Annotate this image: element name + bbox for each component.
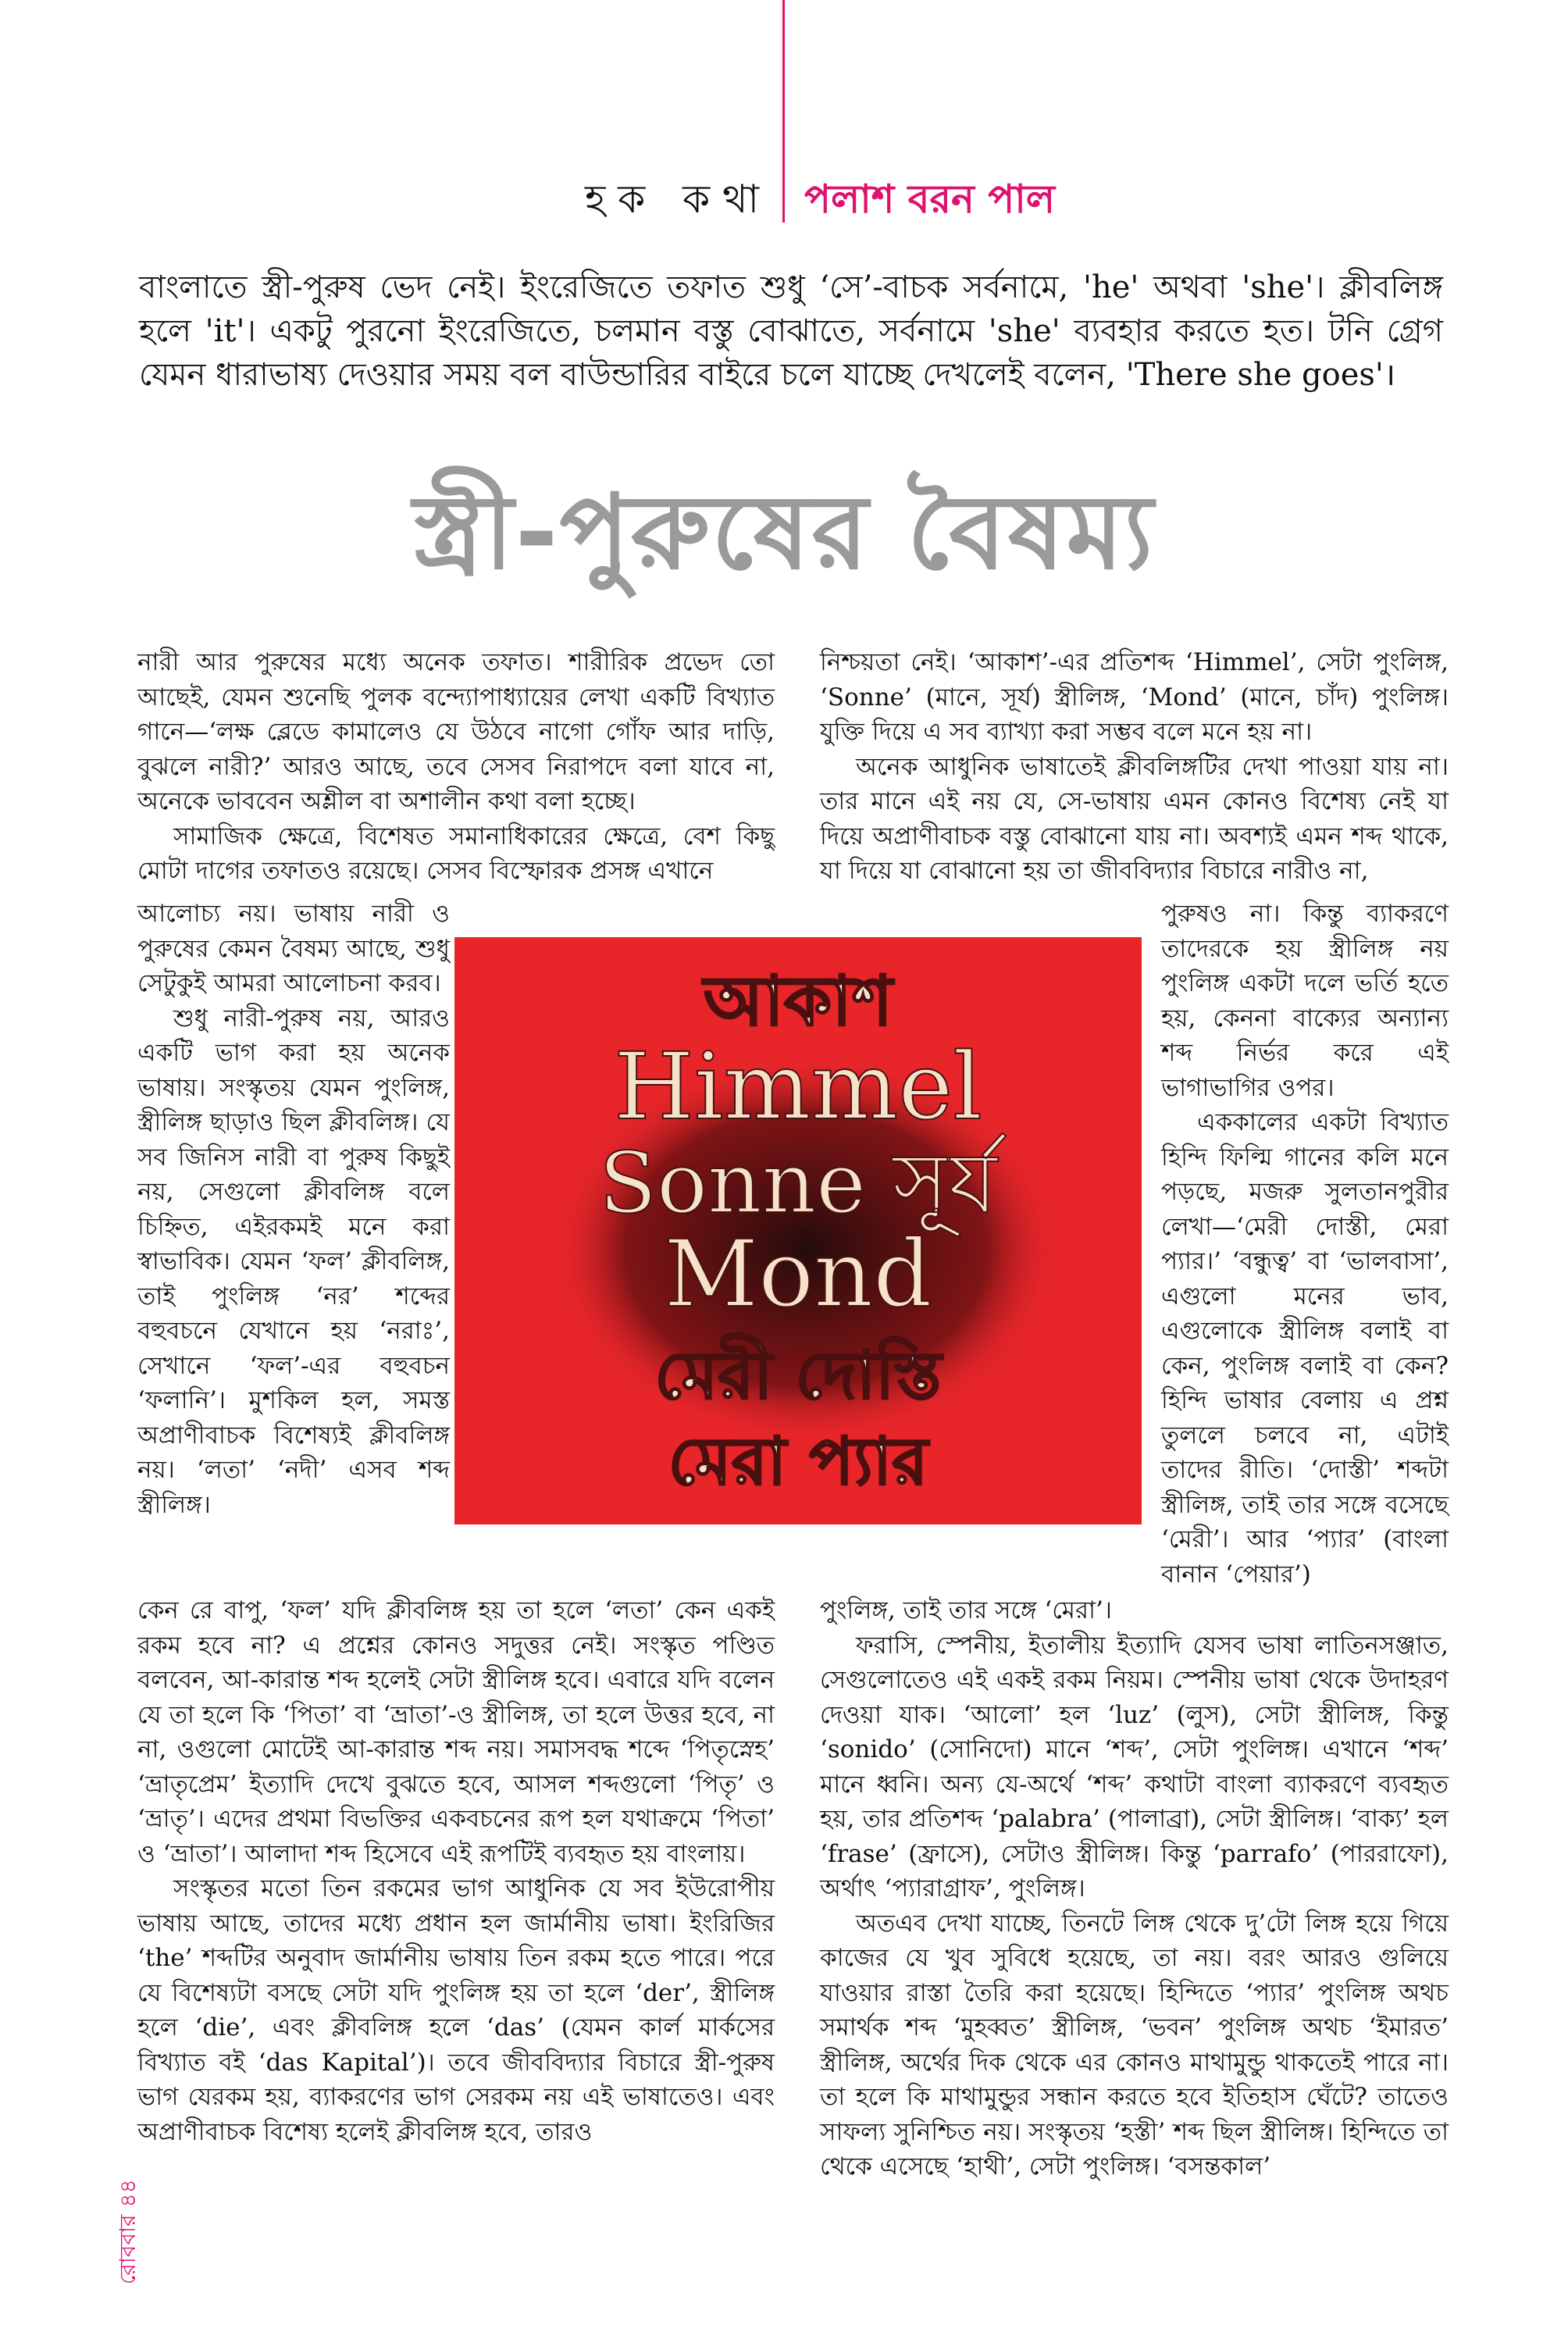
body-right-mid <box>1161 897 1449 1592</box>
paragraph: এককালের একটা বিখ্যাত হিন্দি ফিল্মি গানের কলি মনে পড়ছে, মজরু সুলতানপুরীর লেখা—‘মেরী দোস্তী, মেরা প্যার।’ ‘বন্ধুত্ব’ বা ‘ভালবাসা’, এগুলো মনের ভাব, এগুলোকে স্ত্রীলিঙ্গ বলাই বা কেন, পুংলিঙ্গ বলাই বা কেন? হিন্দি ভাষার বেলায় এ প্রশ্ন তুললে চলবে না, এটাই তাদের রীতি। ‘দোস্তী’ শব্দটা স্ত্রীলিঙ্গ, তাই তার সঙ্গে বসেছে ‘মেরী’। আর ‘প্যার’ (বাংলা বানান ‘পেয়ার’) <box>1161 1108 1449 1589</box>
illustration-word: Sonne সূর্য <box>599 1135 997 1232</box>
column-name: হক কথা <box>584 177 772 222</box>
body-left-mid <box>137 897 450 1522</box>
word-illustration <box>454 937 1142 1524</box>
illustration-graphic <box>454 937 1142 1524</box>
paragraph: নিশ্চয়তা নেই। ‘আকাশ’-এর প্রতিশব্দ ‘Himmel’, সেটা পুংলিঙ্গ, ‘Sonne’ (মানে, সূর্য) স্ত্রীলিঙ্গ, ‘Mond’ (মানে, চাঁদ) পুংলিঙ্গ। যুক্তি দিয়ে এ সব ব্যাখ্যা করা সম্ভব বলে মনে হয় না। <box>820 648 1449 746</box>
paragraph: অতএব দেখা যাচ্ছে, তিনটে লিঙ্গ থেকে দু’টো লিঙ্গ হয়ে গিয়ে কাজের যে খুব সুবিধে হয়েছে, তা নয়। বরং আরও গুলিয়ে যাওয়ার রাস্তা তৈরি করা হয়েছে। হিন্দিতে ‘প্যার’ পুংলিঙ্গ অথচ সমার্থক শব্দ ‘মুহব্বত’ স্ত্রীলিঙ্গ, ‘ভবন’ পুংলিঙ্গ অথচ ‘ইমারত’ স্ত্রীলিঙ্গ, অর্থের দিক থেকে এর কোনও মাথামুন্ডু থাকতেই পারে না। তা হলে কি মাথামুন্ডুর সন্ধান করতে হবে ইতিহাস ঘেঁটে? তাতেও সাফল্য সুনিশ্চিত নয়। সংস্কৃতয় ‘হস্তী’ শব্দ ছিল স্ত্রীলিঙ্গ। হিন্দিতে তা থেকে এসেছে ‘হাথী’, সেটা পুংলিঙ্গ। ‘বসন্তকাল’ <box>820 1909 1449 2181</box>
author-name: পলাশ বরন পাল <box>804 177 1055 222</box>
paragraph: সংস্কৃতর মতো তিন রকমের ভাগ আধুনিক যে সব ইউরোপীয় ভাষায় আছে, তাদের মধ্যে প্রধান হল জার্মানীয় ভাষা। ইংরিজির ‘the’ শব্দটির অনুবাদ জার্মানীয় ভাষায় তিন রকম হতে পারে। পরে যে বিশেষ্যটা বসছে সেটা যদি পুংলিঙ্গ হয় তা হলে ‘der’, স্ত্রীলিঙ্গ হলে ‘die’, এবং ক্লীবলিঙ্গ হলে ‘das’ (যেমন কার্ল মার্কসের বিখ্যাত বই ‘das Kapital’)। তবে জীববিদ্যার বিচারে স্ত্রী-পুরুষ ভাগ যেরকম হয়, ব্যাকরণের ভাগ সেরকম নয় এই ভাষাতেও। এবং অপ্রাণীবাচক বিশেষ্য হলেই ক্লীবলিঙ্গ হবে, তারও <box>137 1874 775 2146</box>
paragraph: পুংলিঙ্গ, তাই তার সঙ্গে ‘মেরা’। <box>820 1596 1112 1624</box>
body-left-top <box>137 645 775 889</box>
body-right-top <box>820 645 1449 889</box>
illustration-word: Mond <box>664 1220 932 1328</box>
body-right-bottom <box>820 1593 1449 2184</box>
body-left-bottom <box>137 1593 775 2149</box>
paragraph: অনেক আধুনিক ভাষাতেই ক্লীবলিঙ্গটির দেখা পাওয়া যায় না। তার মানে এই নয় যে, সে-ভাষায় এমন কোনও বিশেষ্য নেই যা দিয়ে অপ্রাণীবাচক বস্তু বোঝানো যায় না। অবশ্যই এমন শব্দ থাকে, যা দিয়ে যা বোঝানো হয় তা জীববিদ্যার বিচারে নারীও না, <box>820 752 1449 885</box>
paragraph: সামাজিক ক্ষেত্রে, বিশেষত সমানাধিকারের ক্ষেত্রে, বেশ কিছু মোটা দাগের তফাতও রয়েছে। সেসব বিস্ফোরক প্রসঙ্গ এখানে <box>137 822 775 885</box>
paragraph: ফরাসি, স্পেনীয়, ইতালীয় ইত্যাদি যেসব ভাষা লাতিনসঞ্জাত, সেগুলোতেও এই একই রকম নিয়ম। স্পেনীয় ভাষা থেকে উদাহরণ দেওয়া যাক। ‘আলো’ হল ‘luz’ (লুস), সেটা স্ত্রীলিঙ্গ, কিন্তু ‘sonido’ (সোনিদো) মানে ‘শব্দ’, সেটা পুংলিঙ্গ। এখানে ‘শব্দ’ মানে ধ্বনি। অন্য যে-অর্থে ‘শব্দ’ কথাটা বাংলা ব্যাকরণে ব্যবহৃত হয়, তার প্রতিশব্দ ‘palabra’ (পালাব্রা), সেটা স্ত্রীলিঙ্গ। ‘বাক্য’ হল ‘frase’ (ফ্রাসে), সেটাও স্ত্রীলিঙ্গ। কিন্তু ‘parrafo’ (পাররাফো), অর্থাৎ ‘প্যারাগ্রাফ’, পুংলিঙ্গ। <box>820 1631 1449 1902</box>
page-header <box>0 170 1568 233</box>
paragraph: পুরুষও না। কিন্তু ব্যাকরণে তাদেরকে হয় স্ত্রীলিঙ্গ নয় পুংলিঙ্গ একটা দলে ভর্তি হতে হয়, কেননা বাক্যের অন্যান্য শব্দ নির্ভর করে এই ভাগাভাগির ওপর। <box>1161 900 1449 1102</box>
illustration-word: আকাশ <box>704 961 893 1041</box>
article-title: স্ত্রী-পুরুষের বৈষম্য <box>413 472 1155 593</box>
illustration-word: মেরা প্যার <box>668 1423 928 1500</box>
paragraph: কেন রে বাপু, ‘ফল’ যদি ক্লীবলিঙ্গ হয় তা হলে ‘লতা’ কেন একই রকম হবে না? এ প্রশ্নের কোনও সদুত্তর নেই। সংস্কৃত পণ্ডিত বলবেন, আ-কারান্ত শব্দ হলেই সেটা স্ত্রীলিঙ্গ হবে। এবারে যদি বলেন যে তা হলে কি ‘পিতা’ বা ‘ভ্রাতা’-ও স্ত্রীলিঙ্গ, তা হলে উত্তর হবে, না না, ওগুলো মোটেই আ-কারান্ত শব্দ নয়। সমাসবদ্ধ শব্দে ‘পিতৃস্নেহ’ ‘ভ্রাতৃপ্রেম’ ইত্যাদি দেখে বুঝতে হবে, আসল শব্দগুলো ‘পিতৃ’ ও ‘ভ্রাতৃ’। এদের প্রথমা বিভক্তির একবচনের রূপ হল যথাক্রমে ‘পিতা’ ও ‘ভ্রাতা’। আলাদা শব্দ হিসেবে এই রূপটিই ব্যবহৃত হয় বাংলায়। <box>137 1596 775 1868</box>
paragraph: নারী আর পুরুষের মধ্যে অনেক তফাত। শারীরিক প্রভেদ তো আছেই, যেমন শুনেছি পুলক বন্দ্যোপাধ্যায়ের লেখা একটি বিখ্যাত গানে—‘লক্ষ ব্লেডে কামালেও যে উঠবে নাগো গোঁফ আর দাড়ি, বুঝলে নারী?’ আরও আছে, তবে সেসব নিরাপদে বলা যাবে না, অনেকে ভাববেন অশ্লীল বা অশালীন কথা বলা হচ্ছে। <box>137 648 775 815</box>
intro-paragraph: বাংলাতে স্ত্রী-পুরুষ ভেদ নেই। ইংরেজিতে তফাত শুধু ‘সে’-বাচক সর্বনামে, 'he' অথবা 'she'। ক্লীবলিঙ্গ হলে 'it'। একটু পুরনো ইংরেজিতে, চলমান বস্তু বোঝাতে, সর্বনামে 'she' ব্যবহার করতে হত। টনি গ্রেগ যেমন ধারাভাষ্য দেওয়ার সময় বল বাউন্ডারির বাইরে চলে যাচ্ছে দেখলেই বলেন, 'There she goes'। <box>139 269 1443 393</box>
paragraph: শুধু নারী-পুরুষ নয়, আরও একটি ভাগ করা হয় অনেক ভাষায়। সংস্কৃতয় যেমন পুংলিঙ্গ, স্ত্রীলিঙ্গ ছাড়াও ছিল ক্লীবলিঙ্গ। যে সব জিনিস নারী বা পুরুষ কিছুই নয়, সেগুলো ক্লীবলিঙ্গ বলে চিহ্নিত, এইরকমই মনে করা স্বাভাবিক। যেমন ‘ফল’ ক্লীবলিঙ্গ, তাই পুংলিঙ্গ ‘নর’ শব্দের বহুবচনে যেখানে হয় ‘নরাঃ’, সেখানে ‘ফল’-এর বহুবচন ‘ফলানি’। মুশকিল হল, সমস্ত অপ্রাণীবাচক বিশেষ্যই ক্লীবলিঙ্গ নয়। ‘লতা’ ‘নদী’ এসব শব্দ স্ত্রীলিঙ্গ। <box>137 1004 450 1519</box>
paragraph: আলোচ্য নয়। ভাষায় নারী ও পুরুষের কেমন বৈষম্য আছে, শুধু সেটুকুই আমরা আলোচনা করব। <box>137 900 450 997</box>
page-folio: রোববার ৪৪ <box>115 2179 141 2284</box>
illustration-word: Himmel <box>614 1032 982 1140</box>
illustration-word: মেরী দোস্তি <box>654 1337 942 1414</box>
